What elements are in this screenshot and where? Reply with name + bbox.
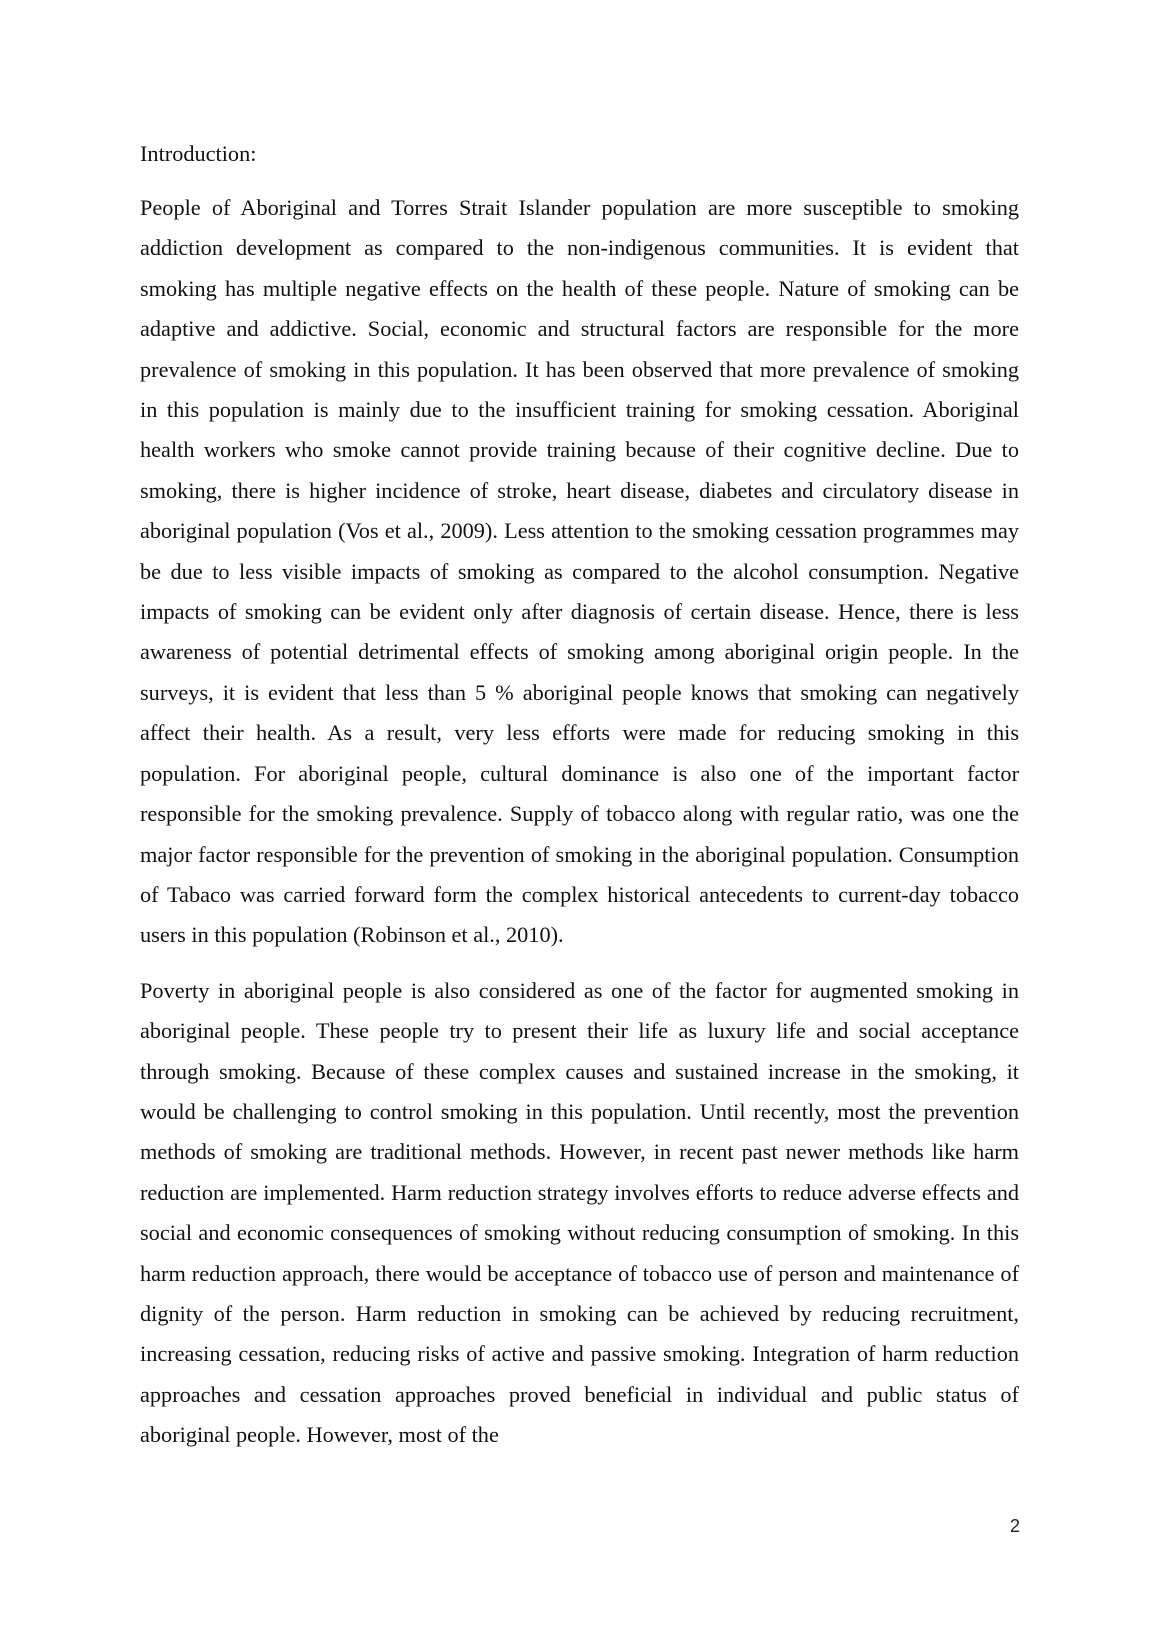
page-number: 2: [1009, 1516, 1020, 1536]
section-heading: Introduction:: [140, 141, 257, 166]
paragraph-2: Poverty in aboriginal people is also considered as one of the factor for augmented smoking in aboriginal people. These people try to present their life as luxury life and social acceptance through smoking. Because of these complex causes and sustained increase in the smoking, it would be challenging to control smoking in this population. Until recently, most the prevention methods of smoking are traditional methods. However, in recent past newer methods like harm reduction are implemented. Harm reduction strategy involves efforts to reduce adverse effects and social and economic consequences of smoking without reducing consumption of smoking. In this harm reduction approach, there would be acceptance of tobacco use of person and maintenance of dignity of the person. Harm reduction in smoking can be achieved by reducing recruitment, increasing cessation, reducing risks of active and passive smoking. Integration of harm reduction approaches and cessation approaches proved beneficial in individual and public status of aboriginal people. However, most of the: [140, 977, 1019, 1448]
paragraph-1: People of Aboriginal and Torres Strait Islander population are more susceptible to smoking addiction development as compared to the non-indigenous communities. It is evident that smoking has multiple negative effects on the health of these people. Nature of smoking can be adaptive and addictive. Social, economic and structural factors are responsible for the more prevalence of smoking in this population. It has been observed that more prevalence of smoking in this population is mainly due to the insufficient training for smoking cessation. Aboriginal health workers who smoke cannot provide training because of their cognitive decline. Due to smoking, there is higher incidence of stroke, heart disease, diabetes and circulatory disease in aboriginal population (Vos et al., 2009). Less attention to the smoking cessation programmes may be due to less visible impacts of smoking as compared to the alcohol consumption. Negative impacts of smoking can be evident only after diagnosis of certain disease. Hence, there is less awareness of potential detrimental effects of smoking among aboriginal origin people. In the surveys, it is evident that less than 5 % aboriginal people knows that smoking can negatively affect their health. As a result, very less efforts were made for reducing smoking in this population. For aboriginal people, cultural dominance is also one of the important factor responsible for the smoking prevalence. Supply of tobacco along with regular ratio, was one the major factor responsible for the prevention of smoking in the aboriginal population. Consumption of Tabaco was carried forward form the complex historical antecedents to current-day tobacco users in this population (Robinson et al., 2010).: [140, 195, 1019, 948]
page-content: [140, 134, 1019, 1471]
